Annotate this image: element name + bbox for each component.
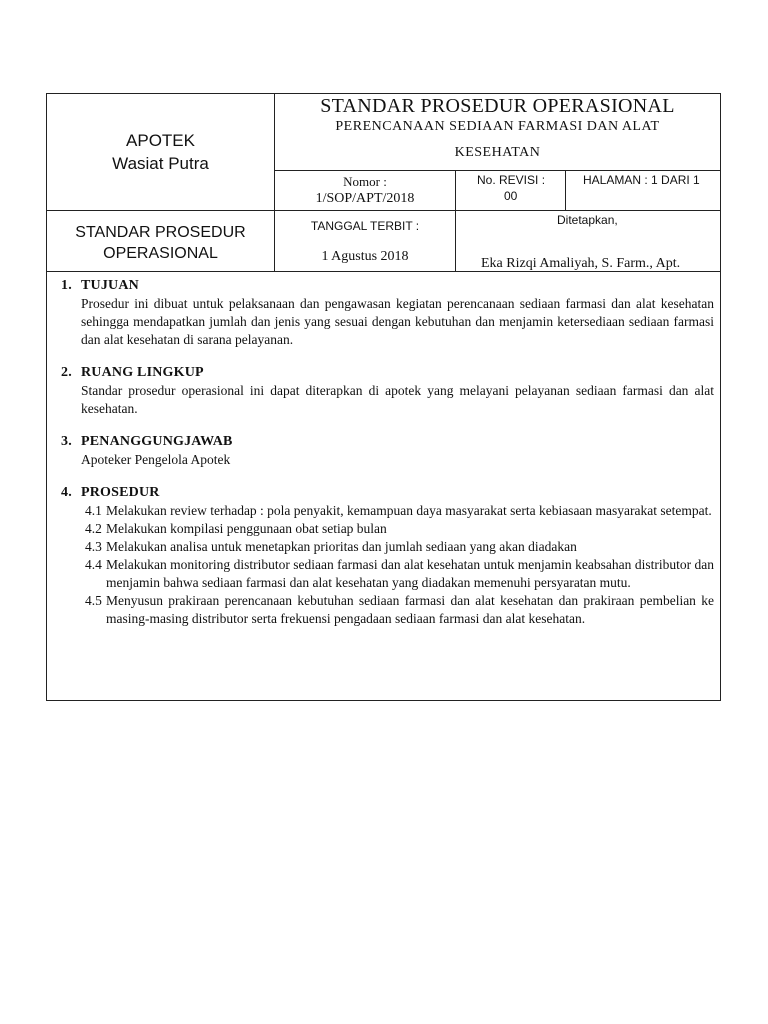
- step-text: Melakukan analisa untuk menetapkan prioritas dan jumlah sediaan yang akan diadakan: [106, 539, 577, 554]
- organization-cell: [47, 94, 274, 211]
- document-body: [61, 277, 714, 643]
- sop-label-line1: STANDAR PROSEDUR: [75, 224, 246, 241]
- sop-label-cell: [47, 211, 274, 272]
- section-title: [61, 364, 714, 382]
- step-number: 4.5: [85, 593, 102, 608]
- document-header-table: [47, 94, 720, 272]
- nomor-label: Nomor :: [343, 174, 387, 189]
- halaman-text: HALAMAN : 1 DARI 1: [583, 173, 700, 187]
- section-heading: PROSEDUR: [81, 485, 160, 500]
- section-heading: PENANGGUNGJAWAB: [81, 434, 233, 449]
- step-number: 4.1: [85, 503, 102, 518]
- section-text: Standar prosedur operasional ini dapat diterapkan di apotek yang melayani pelayanan sediaan farmasi dan alat kesehatan.: [81, 383, 714, 416]
- revisi-label: No. REVISI :: [477, 173, 546, 187]
- procedure-step: [61, 520, 714, 538]
- tanggal-value: 1 Agustus 2018: [321, 249, 409, 264]
- nomor-cell: [274, 171, 455, 211]
- procedure-step: [61, 538, 714, 556]
- section-number: 1.: [61, 278, 72, 293]
- tanggal-cell: [274, 211, 455, 272]
- section-title: [61, 277, 714, 295]
- tanggal-label: TANGGAL TERBIT :: [310, 219, 420, 233]
- procedure-steps: [61, 502, 714, 628]
- section-ruang-lingkup: [61, 364, 714, 418]
- section-tujuan: [61, 277, 714, 349]
- section-prosedur: [61, 484, 714, 628]
- ditetapkan-name: Eka Rizqi Amaliyah, S. Farm., Apt.: [481, 256, 681, 271]
- section-heading: TUJUAN: [81, 278, 139, 293]
- organization-type: APOTEK: [126, 131, 195, 150]
- organization-name: Wasiat Putra: [112, 154, 209, 173]
- step-number: 4.4: [85, 557, 102, 572]
- ditetapkan-label: Ditetapkan,: [557, 213, 618, 227]
- section-title: [61, 433, 714, 451]
- step-text: Melakukan monitoring distributor sediaan farmasi dan alat kesehatan untuk menjamin keabsahan distributor dan menjamin bahwa sediaan farmasi dan alat kesehatan yang diadakan memenuhi persyaratan mutu.: [106, 557, 714, 590]
- title-cell: [274, 94, 720, 171]
- ditetapkan-cell: [455, 211, 720, 272]
- procedure-step: [61, 556, 714, 592]
- revisi-cell: [455, 171, 565, 211]
- halaman-cell: [565, 171, 720, 211]
- step-text: Melakukan kompilasi penggunaan obat setiap bulan: [106, 521, 387, 536]
- section-number: 3.: [61, 434, 72, 449]
- sop-label-line2: OPERASIONAL: [103, 245, 218, 262]
- document-title: STANDAR PROSEDUR OPERASIONAL: [320, 95, 675, 117]
- section-penanggungjawab: [61, 433, 714, 469]
- sop-document: [46, 93, 721, 701]
- nomor-value: 1/SOP/APT/2018: [315, 191, 415, 206]
- document-subtitle-line2: KESEHATAN: [454, 145, 541, 160]
- step-number: 4.2: [85, 521, 102, 536]
- step-number: 4.3: [85, 539, 102, 554]
- section-text: Prosedur ini dibuat untuk pelaksanaan dan pengawasan kegiatan perencanaan sediaan farmasi dan alat kesehatan sehingga mendapatkan jumlah dan jenis yang sesuai dengan kebutuhan dan menjamin ketersediaan sediaan farmasi dan alat kesehatan di sarana pelayanan.: [81, 296, 714, 347]
- document-subtitle-line1: PERENCANAAN SEDIAAN FARMASI DAN ALAT: [335, 119, 660, 134]
- section-title: [61, 484, 714, 502]
- section-number: 2.: [61, 365, 72, 380]
- procedure-step: [61, 502, 714, 520]
- revisi-value: 00: [504, 189, 518, 203]
- section-heading: RUANG LINGKUP: [81, 365, 204, 380]
- step-text: Melakukan review terhadap : pola penyakit, kemampuan daya masyarakat serta kebiasaan masyarakat setempat.: [106, 503, 712, 518]
- procedure-step: [61, 592, 714, 628]
- section-text: Apoteker Pengelola Apotek: [81, 452, 231, 467]
- section-number: 4.: [61, 485, 72, 500]
- step-text: Menyusun prakiraan perencanaan kebutuhan sediaan farmasi dan alat kesehatan dan prakiraan pembelian ke masing-masing distributor serta frekuensi pengadaan sediaan farmasi dan alat kesehatan.: [106, 593, 714, 626]
